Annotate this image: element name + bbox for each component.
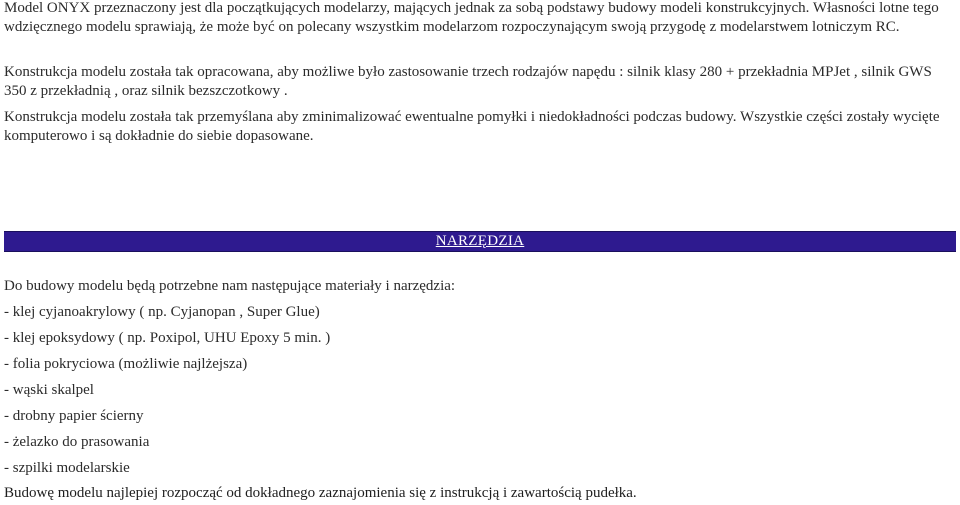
list-item: - klej epoksydowy ( np. Poxipol, UHU Epoxy 5 min. ) (4, 330, 331, 346)
list-item: - szpilki modelarskie (4, 460, 130, 476)
list-item: - klej cyjanoakrylowy ( np. Cyjanopan , Super Glue) (4, 304, 320, 320)
section-banner (4, 231, 956, 252)
intro-paragraph: Model ONYX przeznaczony jest dla początkujących modelarzy, mających jednak za sobą podstawy budowy modeli konstrukcyjnych. Własności lotne tego wdzięcznego modelu sprawiają, że może być on polecany wszystkim modelarzom rozpoczynającym swoją przygodę z modelarstwem lotniczym RC. (4, 0, 939, 35)
tools-intro: Do budowy modelu będą potrzebne nam następujące materiały i narzędzia: (4, 278, 456, 294)
construction-paragraph: Konstrukcja modelu została tak przemyślana aby zminimalizować ewentualne pomyłki i niedokładności podczas budowy. Wszystkie części zostały wycięte komputerowo i są dokładnie do siebie dopasowane. (4, 109, 940, 144)
closing-sentence: Budowę modelu najlepiej rozpocząć od dokładnego zaznajomienia się z instrukcją i zawartością pudełka. (4, 485, 637, 501)
section-title-text: NARZĘDZIA (435, 233, 525, 249)
section-title (4, 232, 956, 251)
list-item: - drobny papier ścierny (4, 408, 144, 424)
list-item: - żelazko do prasowania (4, 434, 150, 450)
list-item: - wąski skalpel (4, 382, 94, 398)
list-item: - folia pokryciowa (możliwie najlżejsza) (4, 356, 248, 372)
drive-paragraph: Konstrukcja modelu została tak opracowana, aby możliwe było zastosowanie trzech rodzajów napędu : silnik klasy 280 + przekładnia MPJet , silnik GWS 350 z przekładnią , oraz silnik bezszczotkowy . (4, 64, 932, 99)
